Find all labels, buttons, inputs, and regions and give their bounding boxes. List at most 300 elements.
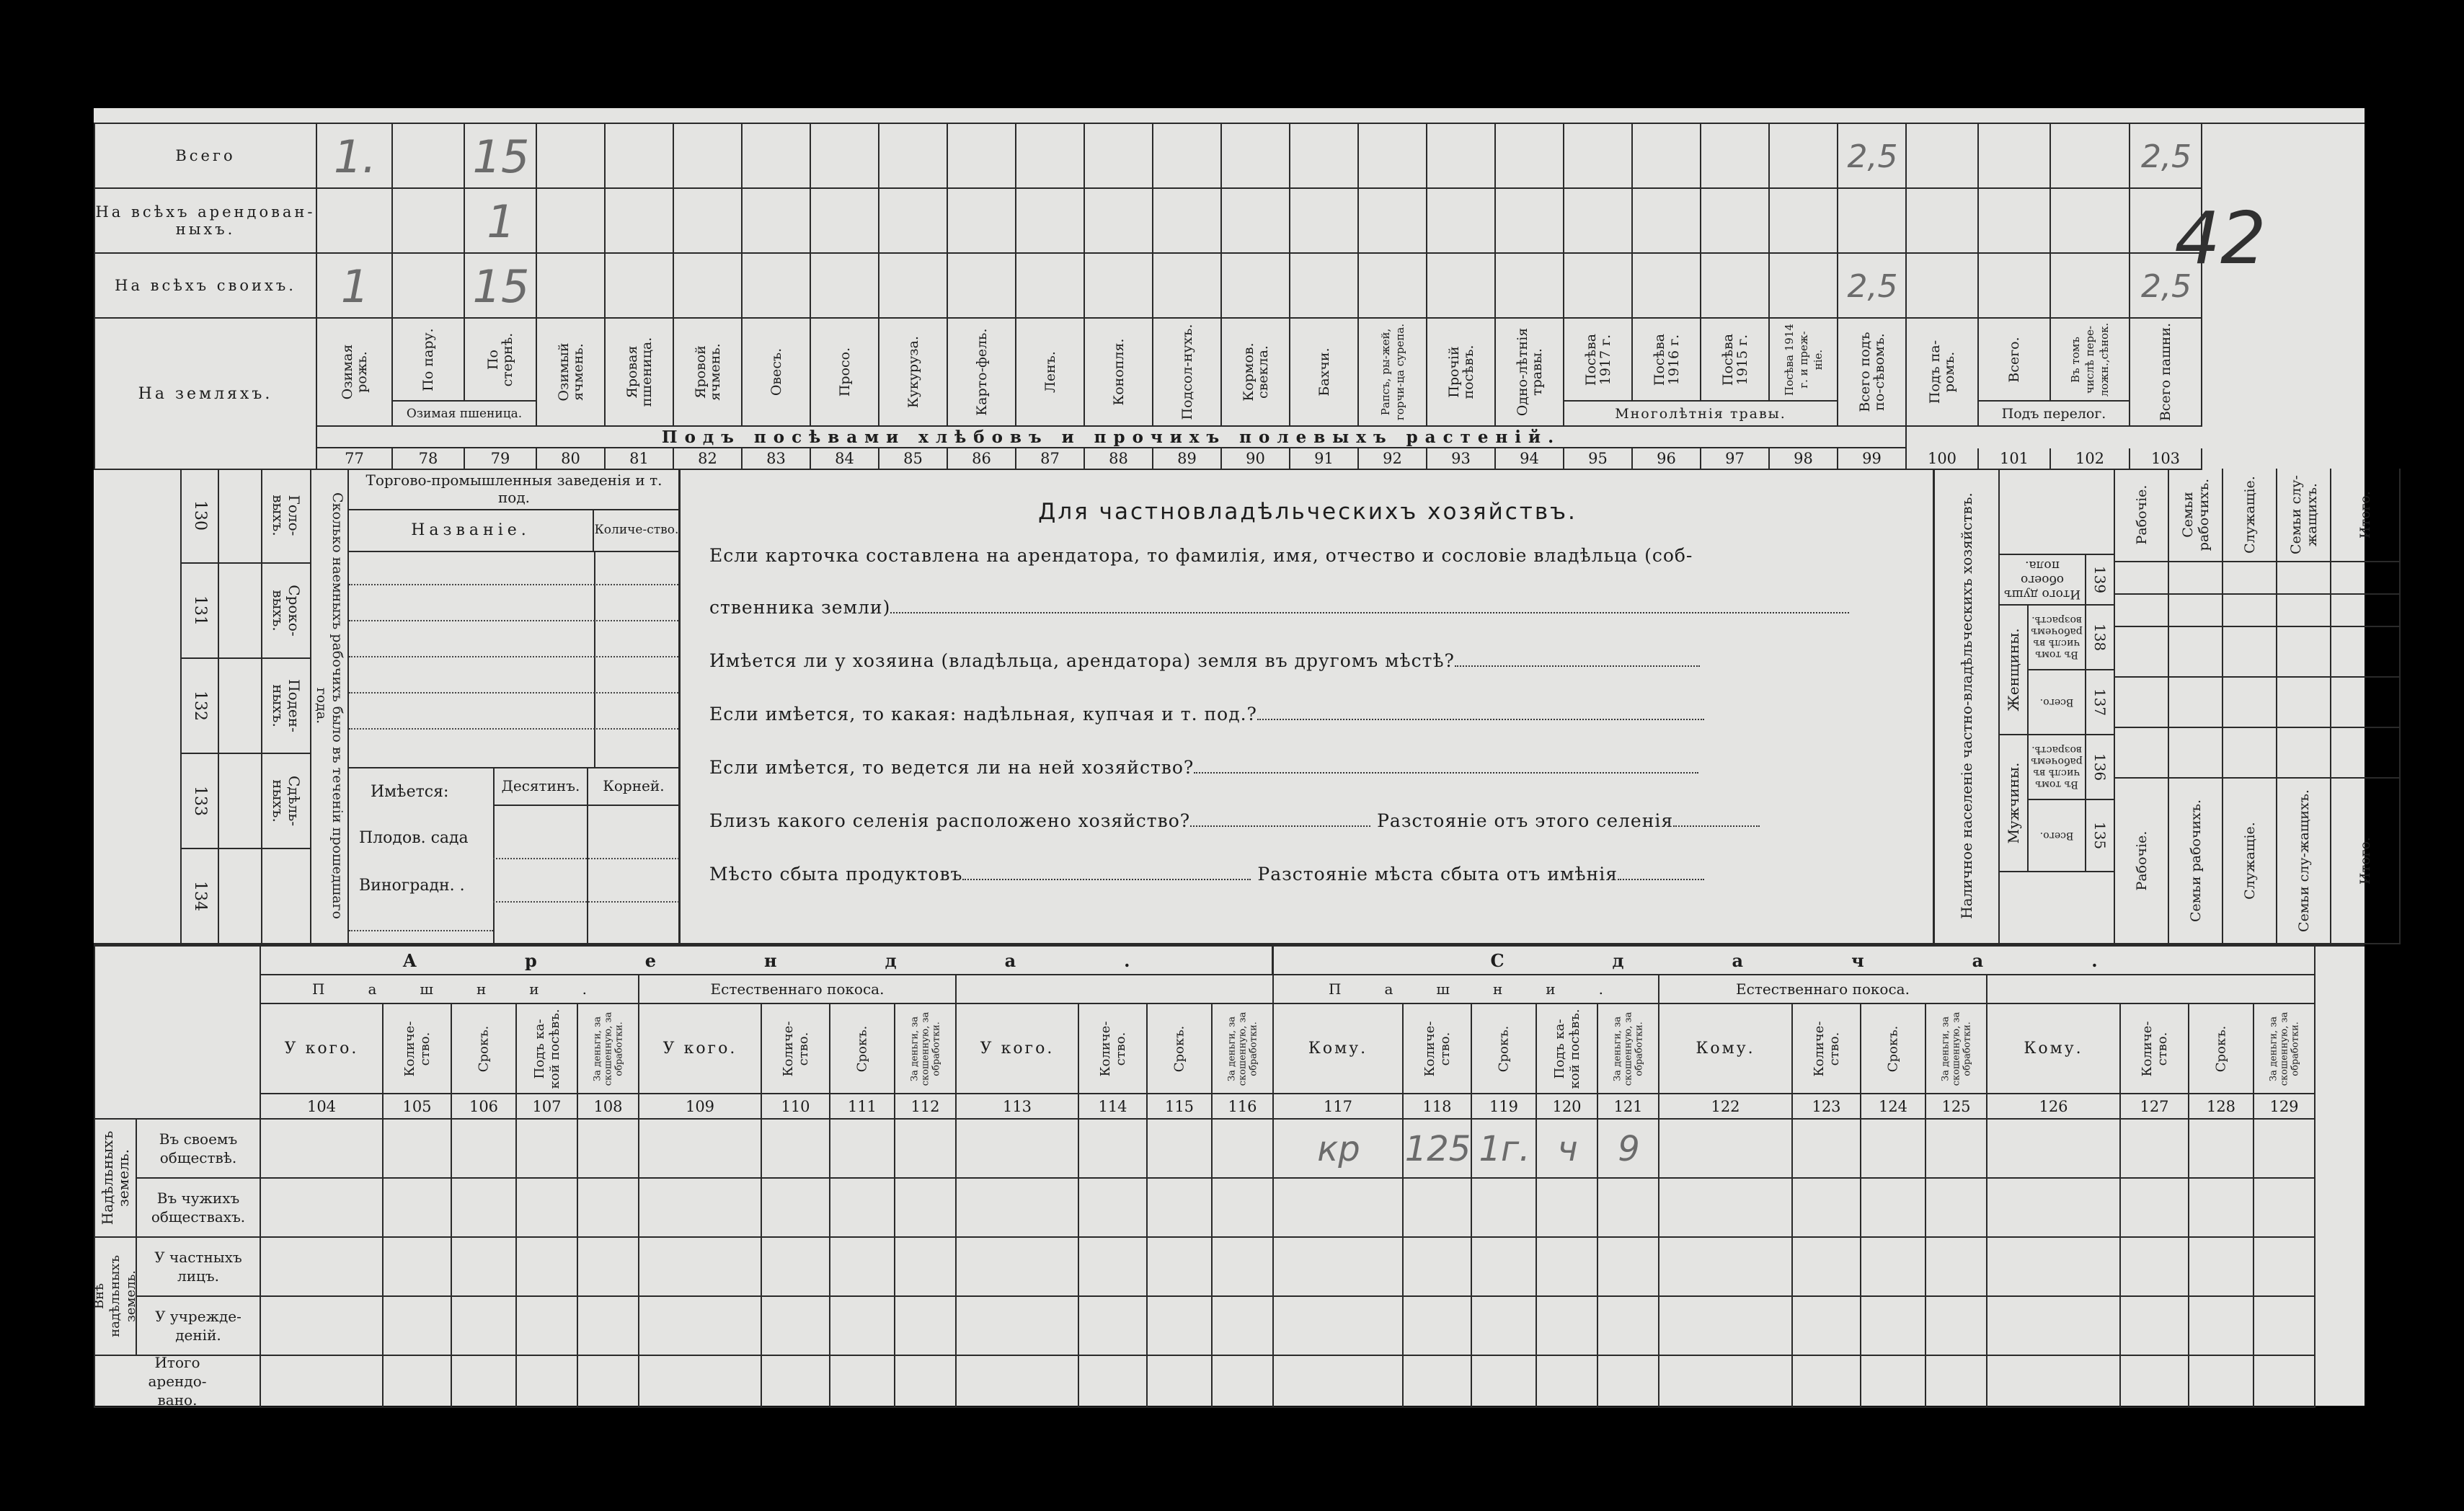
top-data-cell[interactable] — [1085, 254, 1153, 319]
bottom-data-cell[interactable] — [1926, 1120, 1987, 1179]
top-column-label: Озимый ячмень. — [555, 342, 586, 402]
bottom-column-header — [2254, 1004, 2315, 1094]
bottom-data-cell[interactable] — [895, 1356, 957, 1408]
pop-right-cell[interactable] — [2115, 627, 2169, 678]
bottom-data-cell[interactable] — [1404, 1356, 1472, 1408]
top-data-cell[interactable] — [317, 189, 393, 254]
bottom-data-cell[interactable] — [1274, 1297, 1404, 1356]
bottom-data-cell[interactable] — [1148, 1179, 1213, 1238]
top-data-cell[interactable] — [811, 124, 879, 189]
pop-num-cell — [2086, 555, 2115, 606]
pop-right-cell[interactable] — [2223, 678, 2277, 728]
pop-right-cell[interactable] — [2277, 595, 2331, 627]
top-data-cell[interactable] — [537, 124, 606, 189]
top-data-cell[interactable] — [1359, 254, 1427, 319]
pop-right-cell[interactable] — [2223, 562, 2277, 595]
pop-sub-cell — [2029, 670, 2086, 735]
bottom-data-cell[interactable] — [1926, 1297, 1987, 1356]
bottom-data-cell[interactable] — [2189, 1120, 2254, 1179]
bottom-row-label: Въ своемъ обществѣ. — [137, 1120, 261, 1179]
top-data-cell[interactable] — [1838, 189, 1907, 254]
top-data-cell[interactable] — [1359, 124, 1427, 189]
handwritten-entry: 2,5 — [2141, 138, 2192, 175]
top-data-cell[interactable] — [674, 254, 743, 319]
top-column-number: 98 — [1770, 448, 1838, 470]
top-data-cell[interactable] — [1907, 124, 1979, 189]
top-data-cell[interactable] — [1633, 254, 1701, 319]
top-data-cell[interactable] — [879, 124, 948, 189]
bottom-data-cell[interactable] — [1079, 1356, 1148, 1408]
top-data-cell[interactable] — [879, 254, 948, 319]
top-data-cell[interactable] — [948, 124, 1016, 189]
bottom-data-cell[interactable] — [261, 1179, 384, 1238]
top-data-cell[interactable] — [1427, 189, 1496, 254]
bottom-data-cell[interactable] — [1659, 1120, 1793, 1179]
bottom-data-cell[interactable] — [578, 1120, 639, 1179]
bottom-data-cell[interactable] — [384, 1120, 452, 1179]
bottom-data-cell[interactable] — [830, 1356, 895, 1408]
pop-right-cell[interactable] — [2169, 678, 2223, 728]
cattle-label-cell — [262, 564, 311, 659]
bottom-data-cell[interactable] — [517, 1179, 578, 1238]
top-column-label: Прочiй посѣвъ. — [1445, 345, 1476, 399]
top-data-cell[interactable] — [1016, 254, 1085, 319]
bottom-data-cell[interactable] — [639, 1356, 762, 1408]
bottom-data-cell[interactable] — [517, 1120, 578, 1179]
bottom-column-label: За деньги, за скошенную, за обработки. — [1612, 1011, 1644, 1086]
private-line-1: Если карточка составлена на арендатора, то фамилiя, имя, отчество и сословiе владѣльца (соб- — [709, 545, 1693, 566]
bottom-data-cell[interactable] — [1861, 1238, 1926, 1297]
bottom-data-cell[interactable] — [452, 1120, 517, 1179]
bottom-data-cell[interactable] — [1659, 1356, 1793, 1408]
bottom-data-cell[interactable] — [1537, 1297, 1598, 1356]
bottom-data-cell[interactable] — [957, 1356, 1079, 1408]
bottom-data-cell[interactable] — [1987, 1179, 2121, 1238]
pop-right-cell[interactable] — [2331, 728, 2401, 779]
bottom-data-cell[interactable] — [1537, 1179, 1598, 1238]
top-column-header — [1222, 319, 1290, 427]
top-data-cell[interactable] — [1085, 189, 1153, 254]
private-line-2 — [709, 597, 1849, 618]
handwritten-entry: 2,5 — [2141, 267, 2192, 305]
top-column-number: 95 — [1564, 448, 1633, 470]
private-line-4-field[interactable] — [1257, 704, 1704, 720]
bottom-data-cell[interactable] — [1079, 1238, 1148, 1297]
top-data-cell[interactable] — [1359, 189, 1427, 254]
pop-sub-label: Въ томъ числѣ въ рабочемъ возрастѣ. — [2031, 744, 2083, 790]
cattle-value-cell[interactable] — [219, 849, 262, 944]
private-line-6a-field[interactable] — [1190, 811, 1370, 827]
bottom-data-cell[interactable] — [384, 1356, 452, 1408]
pop-right-cell[interactable] — [2223, 595, 2277, 627]
bottom-data-cell[interactable] — [1987, 1356, 2121, 1408]
bottom-data-cell[interactable] — [2121, 1179, 2189, 1238]
bottom-data-cell[interactable] — [895, 1179, 957, 1238]
top-data-cell[interactable] — [1979, 254, 2051, 319]
bottom-data-cell[interactable] — [1213, 1179, 1274, 1238]
bottom-data-cell[interactable] — [1213, 1120, 1274, 1179]
vne-nadel-label: Внѣ надѣльныхъ земель. — [92, 1255, 138, 1337]
bottom-data-cell[interactable] — [2189, 1297, 2254, 1356]
top-data-cell[interactable] — [1979, 124, 2051, 189]
bottom-data-cell[interactable] — [762, 1179, 830, 1238]
top-data-cell[interactable] — [1564, 254, 1633, 319]
pop-right-cell[interactable] — [2331, 595, 2401, 627]
pop-right-cell[interactable] — [2277, 627, 2331, 678]
bottom-data-cell[interactable] — [830, 1120, 895, 1179]
bottom-data-cell[interactable] — [2254, 1179, 2315, 1238]
top-data-cell[interactable] — [1016, 124, 1085, 189]
top-data-cell[interactable] — [879, 189, 948, 254]
bottom-data-cell[interactable] — [762, 1238, 830, 1297]
bottom-data-cell[interactable] — [1659, 1179, 1793, 1238]
pop-right-cell[interactable] — [2331, 627, 2401, 678]
bottom-data-cell[interactable] — [2121, 1120, 2189, 1179]
private-line-2-field[interactable] — [890, 598, 1849, 613]
pop-right-cell[interactable] — [2223, 728, 2277, 779]
bottom-data-cell[interactable] — [1793, 1120, 1861, 1179]
bottom-data-cell[interactable] — [2254, 1120, 2315, 1179]
bottom-data-cell[interactable] — [1598, 1238, 1659, 1297]
bottom-data-cell[interactable] — [1079, 1179, 1148, 1238]
bottom-column-label: Кому. — [1308, 1040, 1368, 1058]
bottom-subgroup — [957, 975, 1274, 1004]
bottom-data-cell[interactable] — [639, 1179, 762, 1238]
top-data-cell[interactable] — [1496, 254, 1564, 319]
bottom-data-cell[interactable] — [1079, 1297, 1148, 1356]
top-data-cell[interactable] — [1427, 124, 1496, 189]
bottom-data-cell[interactable] — [1987, 1238, 2121, 1297]
bottom-data-cell[interactable] — [452, 1238, 517, 1297]
top-column-number: 83 — [743, 448, 811, 470]
cattle-value-cell[interactable] — [219, 659, 262, 754]
bottom-data-cell[interactable] — [762, 1356, 830, 1408]
bottom-column-header — [1213, 1004, 1274, 1094]
bottom-data-cell[interactable] — [1598, 1179, 1659, 1238]
bottom-column-label: Срокъ. — [854, 1025, 870, 1072]
bottom-data-cell[interactable] — [1472, 1356, 1537, 1408]
pop-right-cell[interactable] — [2277, 678, 2331, 728]
top-column-header — [1427, 319, 1496, 427]
bottom-data-cell[interactable] — [1659, 1297, 1793, 1356]
bottom-data-cell[interactable] — [957, 1238, 1079, 1297]
top-data-cell[interactable] — [1701, 254, 1770, 319]
top-data-cell[interactable] — [1770, 254, 1838, 319]
bottom-column-label: За деньги, за скошенную, за обработки. — [592, 1011, 624, 1086]
top-data-cell[interactable] — [743, 254, 811, 319]
top-data-cell[interactable] — [1427, 254, 1496, 319]
pop-right-cell[interactable] — [2115, 678, 2169, 728]
private-line-7b-field[interactable] — [1618, 864, 1704, 880]
bottom-data-cell[interactable] — [1861, 1297, 1926, 1356]
top-data-cell[interactable] — [1222, 124, 1290, 189]
bottom-column-header — [517, 1004, 578, 1094]
top-column-label: По пару. — [420, 327, 436, 391]
bottom-column-number: 104 — [261, 1094, 384, 1120]
pop-right-cell[interactable] — [2169, 562, 2223, 595]
bottom-data-cell[interactable] — [2189, 1356, 2254, 1408]
bottom-data-cell[interactable] — [2254, 1238, 2315, 1297]
bottom-data-cell[interactable] — [2254, 1356, 2315, 1408]
bottom-data-cell[interactable] — [957, 1179, 1079, 1238]
bottom-column-number: 113 — [957, 1094, 1079, 1120]
bottom-data-cell[interactable] — [895, 1297, 957, 1356]
pop-num-cell — [2086, 606, 2115, 670]
bottom-data-cell[interactable] — [895, 1120, 957, 1179]
bottom-data-cell[interactable] — [1472, 1297, 1537, 1356]
top-data-cell[interactable] — [1979, 189, 2051, 254]
bottom-data-cell[interactable] — [517, 1297, 578, 1356]
bottom-column-number: 126 — [1987, 1094, 2121, 1120]
pop-right-label: Семьи рабочихъ. — [2187, 799, 2204, 923]
pop-right-cell[interactable] — [2169, 595, 2223, 627]
private-line-6b-field[interactable] — [1673, 811, 1760, 827]
bottom-data-cell[interactable] — [830, 1179, 895, 1238]
bottom-data-cell[interactable] — [1537, 1238, 1598, 1297]
pop-right-cell[interactable] — [2115, 728, 2169, 779]
top-data-cell[interactable] — [2051, 254, 2130, 319]
pop-right-cell[interactable] — [2331, 562, 2401, 595]
bottom-data-cell[interactable] — [830, 1238, 895, 1297]
bottom-data-cell[interactable] — [452, 1356, 517, 1408]
pop-sub-cell — [2029, 800, 2086, 872]
bottom-column-header — [1659, 1004, 1793, 1094]
bottom-data-cell[interactable] — [1861, 1356, 1926, 1408]
top-column-header — [1838, 319, 1907, 427]
pop-right-cell[interactable] — [2277, 728, 2331, 779]
top-data-cell[interactable] — [1770, 124, 1838, 189]
top-data-cell[interactable] — [2051, 124, 2130, 189]
pop-right-label: Итого. — [2357, 491, 2373, 539]
private-line-3-field[interactable] — [1455, 651, 1700, 667]
bottom-data-cell[interactable] — [261, 1356, 384, 1408]
zemlyakh-label: На земляхъ. — [94, 319, 317, 470]
population-block — [1935, 469, 2373, 944]
top-data-cell[interactable] — [1633, 124, 1701, 189]
bottom-data-cell[interactable] — [1861, 1120, 1926, 1179]
top-data-cell[interactable] — [606, 124, 674, 189]
bottom-data-cell[interactable] — [957, 1297, 1079, 1356]
bottom-column-label: Кому. — [1696, 1040, 1755, 1058]
top-data-cell[interactable] — [1290, 124, 1359, 189]
bottom-data-cell[interactable] — [1793, 1356, 1861, 1408]
top-data-cell[interactable] — [1222, 189, 1290, 254]
bottom-data-cell[interactable] — [895, 1238, 957, 1297]
bottom-data-cell[interactable] — [1213, 1297, 1274, 1356]
bottom-data-cell[interactable] — [1274, 1356, 1404, 1408]
top-data-cell[interactable] — [1496, 124, 1564, 189]
top-data-cell[interactable] — [1907, 254, 1979, 319]
bottom-data-cell[interactable] — [830, 1297, 895, 1356]
pop-num: 137 — [2091, 688, 2109, 717]
bottom-data-cell[interactable] — [578, 1238, 639, 1297]
top-data-cell[interactable] — [674, 124, 743, 189]
pop-right-footer — [2169, 779, 2223, 944]
cattle-value-cell[interactable] — [219, 469, 262, 564]
bottom-data-cell[interactable] — [1472, 1179, 1537, 1238]
cattle-value-cell[interactable] — [219, 564, 262, 659]
pop-right-cell[interactable] — [2169, 728, 2223, 779]
bottom-data-cell[interactable] — [1659, 1238, 1793, 1297]
top-data-cell[interactable] — [393, 254, 465, 319]
top-column-header — [1085, 319, 1153, 427]
bottom-column-number: 110 — [762, 1094, 830, 1120]
top-data-cell[interactable] — [1153, 254, 1222, 319]
top-data-cell[interactable] — [1153, 189, 1222, 254]
bottom-data-cell[interactable] — [1148, 1297, 1213, 1356]
top-data-cell[interactable] — [1564, 189, 1633, 254]
bottom-data-cell[interactable] — [1793, 1297, 1861, 1356]
bottom-data-cell[interactable] — [639, 1297, 762, 1356]
bottom-subgroup — [1987, 975, 2315, 1004]
top-data-cell[interactable] — [811, 189, 879, 254]
bottom-data-cell[interactable] — [2121, 1297, 2189, 1356]
top-data-cell[interactable] — [1633, 189, 1701, 254]
top-data-cell[interactable] — [606, 189, 674, 254]
top-data-cell[interactable] — [393, 124, 465, 189]
bottom-data-cell[interactable] — [1598, 1356, 1659, 1408]
bottom-data-cell[interactable] — [452, 1179, 517, 1238]
bottom-data-cell[interactable] — [1404, 1179, 1472, 1238]
top-data-cell[interactable] — [1222, 254, 1290, 319]
top-column-label: Ленъ. — [1042, 351, 1058, 393]
top-data-cell[interactable] — [606, 254, 674, 319]
top-data-cell[interactable] — [1701, 189, 1770, 254]
top-data-cell[interactable] — [1290, 189, 1359, 254]
bottom-data-cell[interactable] — [2121, 1356, 2189, 1408]
bottom-data-cell[interactable] — [1148, 1238, 1213, 1297]
hired-workers-col — [311, 469, 349, 944]
top-data-cell[interactable] — [1085, 124, 1153, 189]
bottom-data-cell[interactable] — [452, 1297, 517, 1356]
bottom-data-cell[interactable] — [384, 1297, 452, 1356]
bottom-data-cell[interactable] — [384, 1179, 452, 1238]
bottom-data-cell[interactable] — [1274, 1179, 1404, 1238]
top-data-cell[interactable] — [537, 189, 606, 254]
top-data-cell[interactable] — [1907, 189, 1979, 254]
bottom-data-cell[interactable] — [1987, 1297, 2121, 1356]
pop-right-cell[interactable] — [2223, 627, 2277, 678]
pop-right-cell[interactable] — [2331, 678, 2401, 728]
pop-right-header — [2115, 469, 2169, 562]
bottom-column-label: Количе-ство. — [402, 1021, 433, 1076]
pop-right-cell[interactable] — [2115, 595, 2169, 627]
bottom-data-cell[interactable] — [957, 1120, 1079, 1179]
top-column-label: Кукуруза. — [905, 336, 921, 409]
private-line-7b-text: Разстоянiе мѣста сбыта отъ имѣнiя — [1257, 864, 1618, 885]
bottom-data-cell[interactable] — [762, 1297, 830, 1356]
pop-right-label: Семьи слу-жащихъ. — [2295, 789, 2312, 932]
top-data-cell[interactable] — [743, 124, 811, 189]
top-data-cell[interactable] — [674, 189, 743, 254]
bottom-data-cell[interactable] — [1404, 1297, 1472, 1356]
handwritten-entry: 1г. — [1479, 1129, 1530, 1169]
bottom-data-cell[interactable] — [2189, 1179, 2254, 1238]
bottom-data-cell[interactable] — [261, 1297, 384, 1356]
top-data-cell[interactable] — [743, 189, 811, 254]
bottom-data-cell[interactable] — [1213, 1356, 1274, 1408]
bottom-data-cell[interactable] — [1148, 1120, 1213, 1179]
bottom-data-cell[interactable] — [578, 1179, 639, 1238]
handwritten-entry: 1 — [340, 260, 370, 313]
bottom-data-cell[interactable] — [261, 1238, 384, 1297]
top-data-cell[interactable] — [2051, 189, 2130, 254]
bottom-data-cell[interactable] — [578, 1356, 639, 1408]
bottom-data-cell[interactable] — [1861, 1179, 1926, 1238]
population-empty-cell — [2000, 872, 2115, 944]
private-line-5-field[interactable] — [1194, 758, 1698, 774]
bottom-data-cell[interactable] — [1598, 1297, 1659, 1356]
bottom-data-cell[interactable] — [2254, 1297, 2315, 1356]
top-data-cell[interactable] — [1290, 254, 1359, 319]
bottom-data-cell[interactable] — [1537, 1356, 1598, 1408]
top-column-label: Посѣва 1916 г. — [1651, 333, 1682, 386]
top-data-cell[interactable] — [811, 254, 879, 319]
pop-right-cell[interactable] — [2277, 562, 2331, 595]
bottom-subgroup: Пашни. — [261, 975, 639, 1004]
bottom-data-cell[interactable] — [1274, 1238, 1404, 1297]
top-data-cell[interactable] — [1016, 189, 1085, 254]
bottom-data-cell[interactable] — [1926, 1356, 1987, 1408]
private-line-7a-field[interactable] — [962, 864, 1251, 880]
pop-right-cell[interactable] — [2115, 562, 2169, 595]
bottom-data-cell[interactable] — [1404, 1238, 1472, 1297]
pop-right-cell[interactable] — [2169, 627, 2223, 678]
top-data-cell[interactable] — [1496, 189, 1564, 254]
top-data-cell[interactable] — [1564, 124, 1633, 189]
bottom-data-cell[interactable] — [1079, 1120, 1148, 1179]
bottom-data-cell[interactable] — [1148, 1356, 1213, 1408]
top-data-cell[interactable] — [948, 254, 1016, 319]
bottom-data-cell[interactable] — [762, 1120, 830, 1179]
bottom-data-cell[interactable] — [639, 1238, 762, 1297]
cattle-value-cell[interactable] — [219, 754, 262, 849]
bottom-data-cell[interactable] — [578, 1297, 639, 1356]
cattle-label: Сроко-выхъ. — [270, 585, 303, 637]
bottom-data-cell[interactable] — [1793, 1238, 1861, 1297]
bottom-column-number: 106 — [452, 1094, 517, 1120]
bottom-data-cell[interactable] — [517, 1356, 578, 1408]
top-data-cell[interactable] — [537, 254, 606, 319]
bottom-data-cell[interactable] — [1926, 1179, 1987, 1238]
bottom-data-cell[interactable] — [1793, 1179, 1861, 1238]
bottom-column-label: Количе-ство. — [1422, 1021, 1453, 1076]
top-column-number: 77 — [317, 448, 393, 470]
bottom-data-cell[interactable] — [1213, 1238, 1274, 1297]
top-data-cell[interactable] — [1701, 124, 1770, 189]
bottom-subgroup: Естественнаго покоса. — [639, 975, 957, 1004]
bottom-data-cell[interactable] — [261, 1120, 384, 1179]
top-data-cell[interactable] — [393, 189, 465, 254]
trade-korney: Корней. — [603, 777, 665, 794]
bottom-data-cell[interactable] — [639, 1120, 762, 1179]
bottom-data-cell[interactable] — [1926, 1238, 1987, 1297]
bottom-data-cell[interactable] — [517, 1238, 578, 1297]
bottom-data-cell[interactable] — [1987, 1120, 2121, 1179]
bottom-data-cell[interactable] — [2121, 1238, 2189, 1297]
top-column-number: 90 — [1222, 448, 1290, 470]
bottom-column-label: Срокъ. — [476, 1025, 492, 1072]
top-column-number: 100 — [1907, 448, 1979, 470]
bottom-data-cell[interactable] — [384, 1238, 452, 1297]
bottom-data-cell[interactable] — [2189, 1238, 2254, 1297]
private-line-6a-text: Близъ какого селенiя расположено хозяйство? — [709, 810, 1191, 831]
top-data-cell[interactable] — [948, 189, 1016, 254]
top-data-cell[interactable] — [1770, 189, 1838, 254]
private-line-4 — [709, 704, 1704, 725]
top-data-cell[interactable] — [1153, 124, 1222, 189]
bottom-data-cell[interactable] — [1472, 1238, 1537, 1297]
